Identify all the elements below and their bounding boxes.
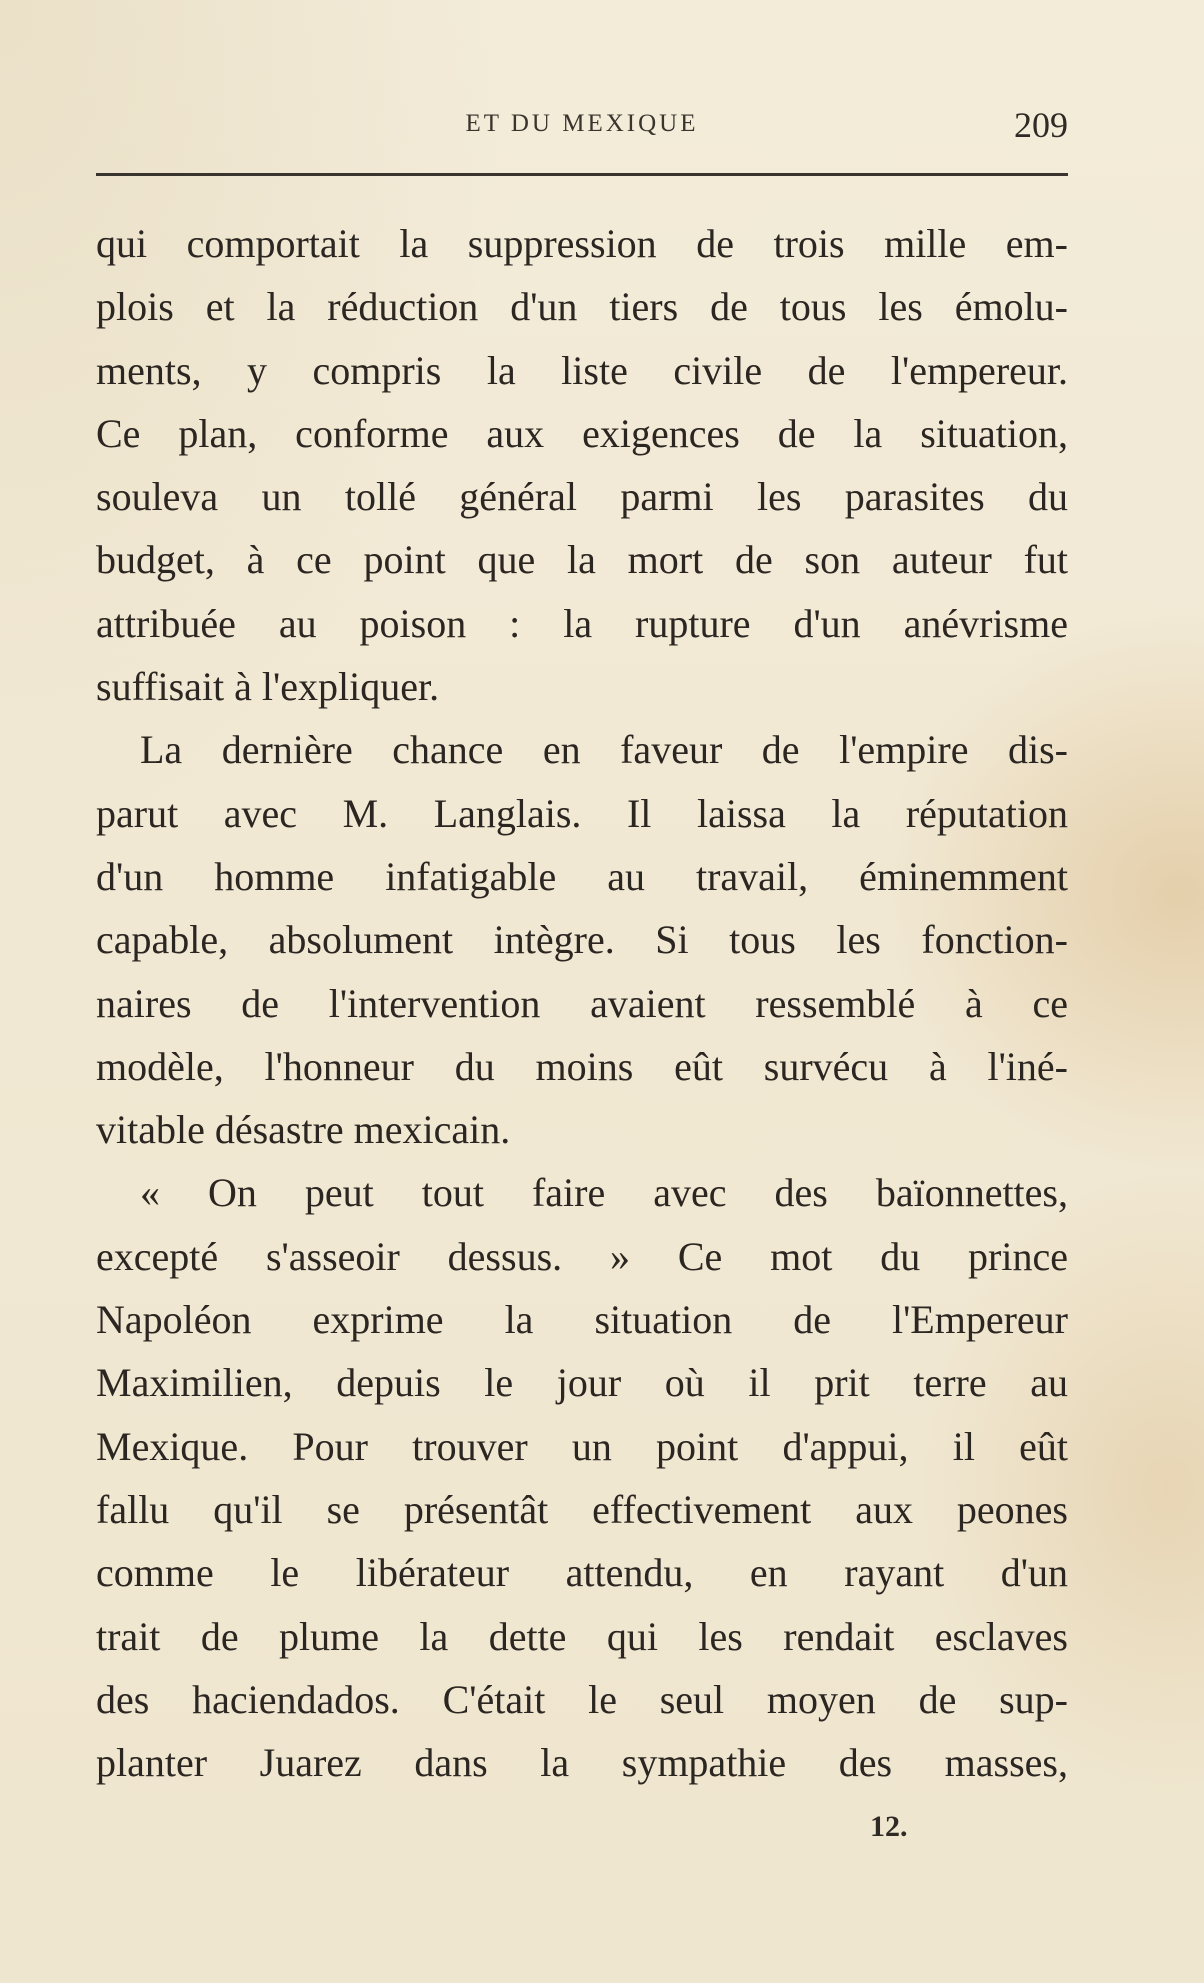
text-line: naires de l'intervention avaient ressemblé à ce xyxy=(96,980,1068,1026)
text-line: fallu qu'il se présentât effectivement aux peones xyxy=(96,1486,1068,1532)
text-line: excepté s'asseoir dessus. » Ce mot du prince xyxy=(96,1233,1068,1279)
text-line: « On peut tout faire avec des baïonnettes, xyxy=(140,1170,1068,1216)
text-line: suffisait à l'expliquer. xyxy=(96,664,440,710)
text-line: Napoléon exprime la situation de l'Empereur xyxy=(96,1297,1068,1343)
text-line: Maximilien, depuis le jour où il prit terre au xyxy=(96,1360,1068,1406)
text-line: plois et la réduction d'un tiers de tous les émolu- xyxy=(96,284,1068,330)
signature-mark: 12. xyxy=(870,1810,908,1843)
running-head xyxy=(96,105,1068,152)
text-line: des haciendados. C'était le seul moyen de sup- xyxy=(96,1676,1068,1722)
text-line: La dernière chance en faveur de l'empire dis- xyxy=(140,727,1068,773)
text-line: qui comportait la suppression de trois mille em- xyxy=(96,221,1068,266)
text-line: Mexique. Pour trouver un point d'appui, il eût xyxy=(96,1423,1068,1469)
running-title: ET DU MEXIQUE xyxy=(465,110,699,137)
text-line: attribuée au poison : la rupture d'un anévrisme xyxy=(96,600,1068,646)
header-rule xyxy=(96,173,1068,176)
text-line: modèle, l'honneur du moins eût survécu à l'iné- xyxy=(96,1043,1068,1089)
text-line: ments, y compris la liste civile de l'empereur. xyxy=(96,347,1068,393)
text-line: d'un homme infatigable au travail, éminemment xyxy=(96,853,1068,899)
text-line: planter Juarez dans la sympathie des masses, xyxy=(96,1740,1068,1786)
text-line: trait de plume la dette qui les rendait esclaves xyxy=(96,1613,1068,1659)
page-number: 209 xyxy=(1014,105,1068,145)
text-line: souleva un tollé général parmi les parasites du xyxy=(96,474,1068,520)
body-text xyxy=(96,212,1068,1794)
text-line: capable, absolument intègre. Si tous les fonction- xyxy=(96,917,1068,963)
text-line: budget, à ce point que la mort de son auteur fut xyxy=(96,537,1068,583)
text-line: vitable désastre mexicain. xyxy=(96,1107,511,1153)
text-line: Ce plan, conforme aux exigences de la situation, xyxy=(96,410,1068,456)
text-line: comme le libérateur attendu, en rayant d'un xyxy=(96,1550,1068,1596)
text-line: parut avec M. Langlais. Il laissa la réputation xyxy=(96,790,1068,836)
